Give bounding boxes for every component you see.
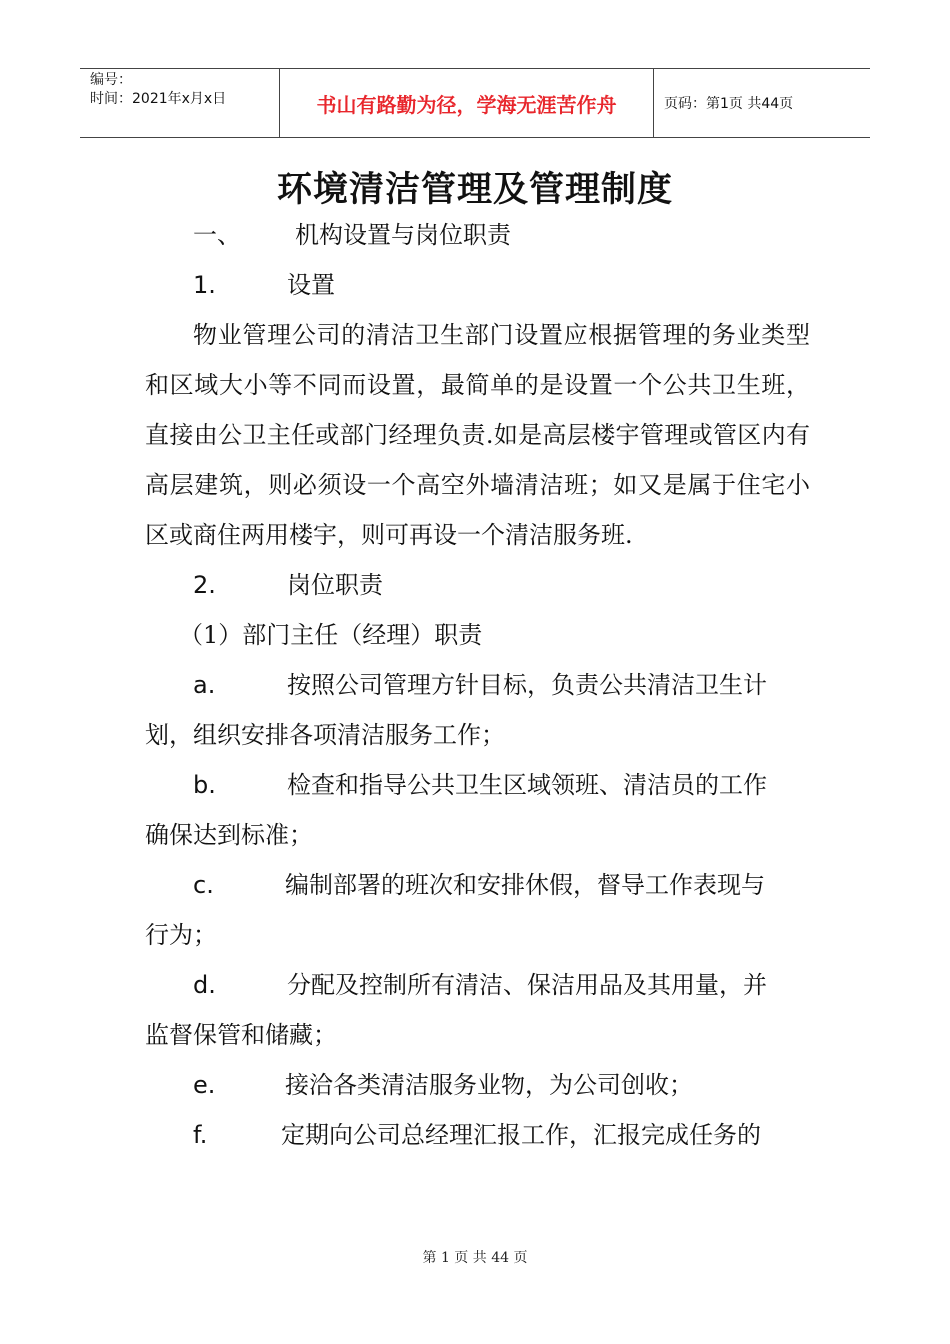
document-header [80, 68, 870, 138]
duty-item [145, 760, 810, 810]
sub-heading-text: （1）部门主任（经理）职责 [179, 621, 483, 649]
duty-continuation: 划，组织安排各项清洁服务工作； [145, 721, 505, 749]
item-heading [145, 260, 810, 310]
duty-label: d. [193, 971, 216, 999]
duty-continuation: 行为； [145, 921, 217, 949]
number-label: 编号： [90, 72, 132, 88]
sub-heading [145, 610, 810, 660]
duty-text: 分配及控制所有清洁、保洁用品及其用量，并 [287, 971, 767, 999]
duty-label: e. [193, 1071, 216, 1099]
duty-text: 定期向公司总经理汇报工作，汇报完成任务的 [281, 1121, 761, 1149]
duty-item [145, 1110, 810, 1160]
document-body [145, 210, 810, 1160]
header-motto: 书山有路勤为径，学海无涯苦作舟 [280, 69, 654, 137]
paragraph: 物业管理公司的清洁卫生部门设置应根据管理的务业类型和区域大小等不同而设置，最简单的是设置一个公共卫生班，直接由公卫主任或部门经理负责.如是高层楼宇管理或管区内有高层建筑，则必须设一个高空外墙清洁班；如又是属于住宅小区或商住两用楼宇，则可再设一个清洁服务班. [145, 321, 810, 549]
duty-item [145, 860, 810, 910]
duty-label: b. [193, 771, 216, 799]
page-footer: 第 1 页 共 44 页 [422, 1250, 528, 1266]
duty-item [145, 1060, 810, 1110]
section-heading [145, 210, 810, 260]
duty-continuation: 监督保管和储藏； [145, 1021, 337, 1049]
item-number: 2. [193, 571, 216, 599]
page-title: 环境清洁管理及管理制度 [276, 170, 673, 210]
duty-item [145, 960, 810, 1010]
duty-item [145, 660, 810, 710]
header-meta [80, 69, 280, 137]
duty-text: 检查和指导公共卫生区域领班、清洁员的工作 [287, 771, 767, 799]
duty-label: a. [193, 671, 216, 699]
duty-text: 按照公司管理方针目标，负责公共清洁卫生计 [287, 671, 767, 699]
time-label: 时间：2021年x月x日 [90, 91, 227, 107]
duty-text: 接洽各类清洁服务业物，为公司创收； [285, 1071, 693, 1099]
header-page-info: 页码：第1页 共44页 [664, 96, 794, 112]
item-number: 1. [193, 271, 216, 299]
section-number: 一、 [193, 221, 241, 249]
duty-text: 编制部署的班次和安排休假，督导工作表现与 [285, 871, 765, 899]
item-title: 设置 [287, 271, 335, 299]
duty-label: f. [193, 1121, 208, 1149]
section-title: 机构设置与岗位职责 [295, 221, 511, 249]
duty-label: c. [193, 871, 214, 899]
item-title: 岗位职责 [287, 571, 383, 599]
item-heading [145, 560, 810, 610]
duty-continuation: 确保达到标准； [145, 821, 313, 849]
